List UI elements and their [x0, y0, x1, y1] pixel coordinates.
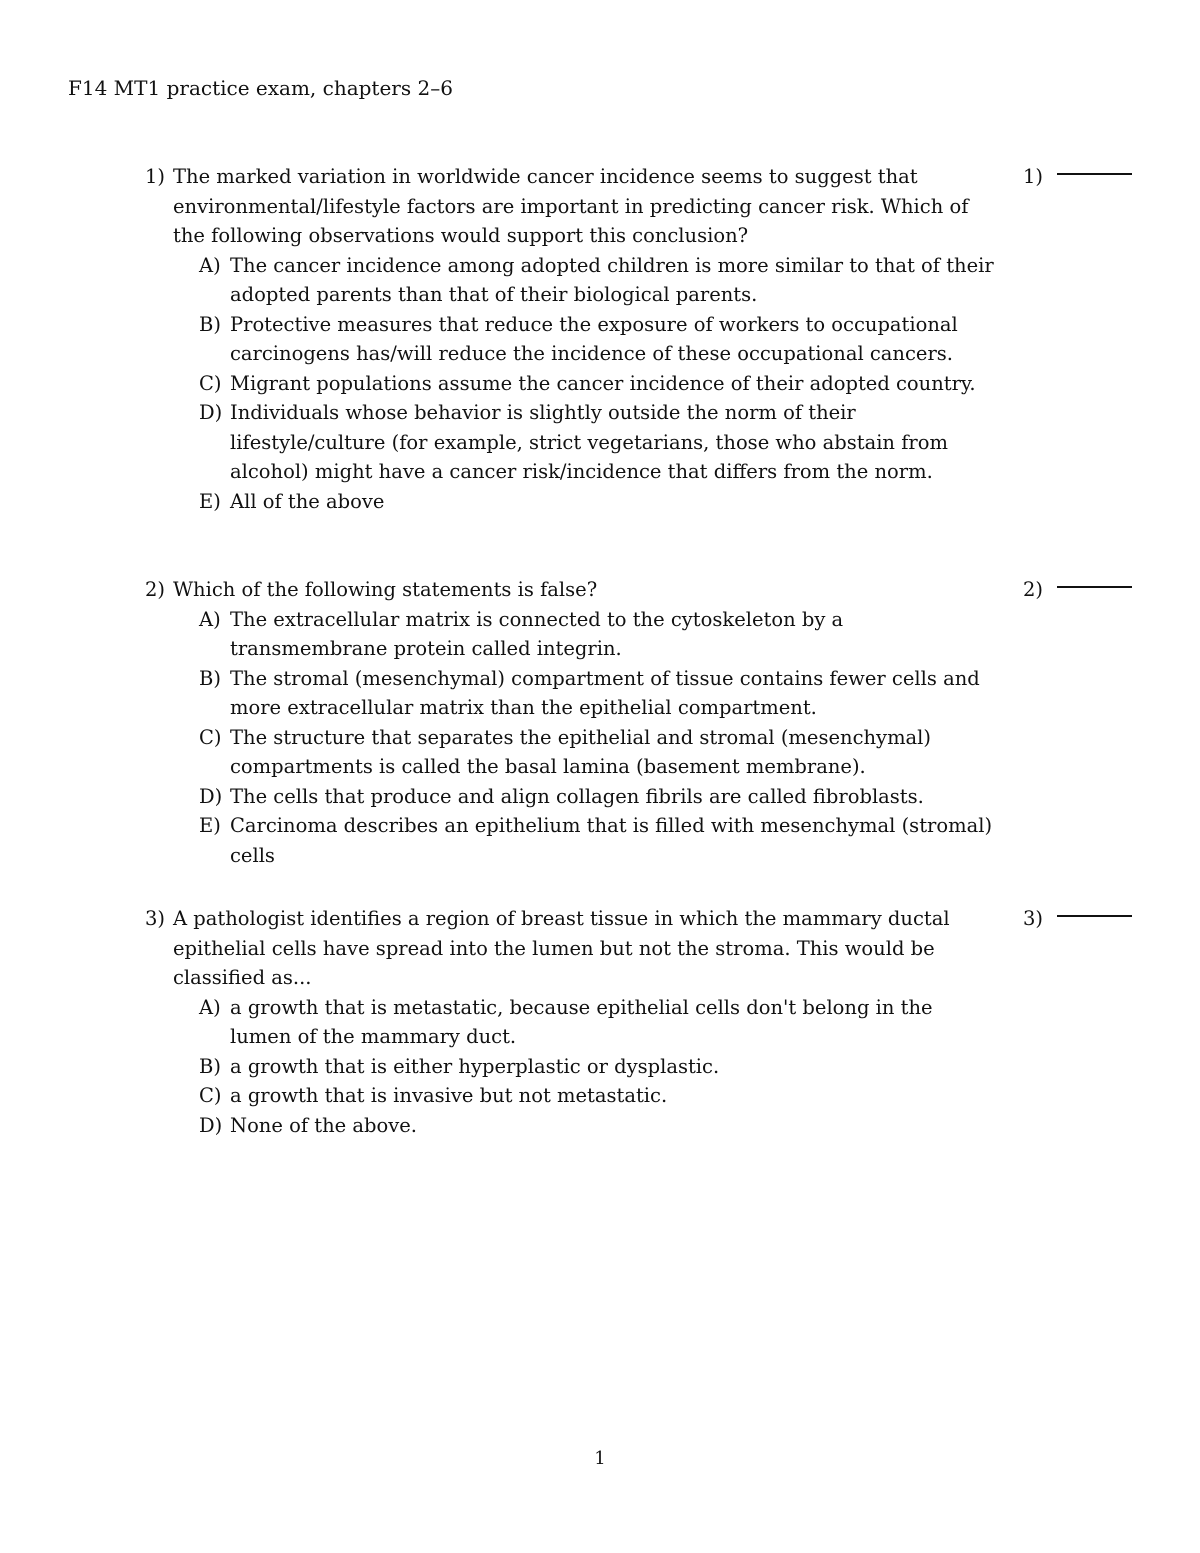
answer-blank-line[interactable] — [1057, 173, 1132, 175]
question-text: The marked variation in worldwide cancer incidence seems to suggest that environmental/lifestyle factors are important in predicting cancer risk. Which of the following observations would support this conclusion? — [173, 165, 969, 247]
question-stem — [145, 904, 993, 993]
question-3 — [145, 904, 1145, 1140]
option-letter: C) — [199, 1084, 222, 1107]
answer-blank[interactable] — [1023, 162, 1143, 192]
option-letter: A) — [199, 995, 221, 1019]
answer-blank-line[interactable] — [1057, 586, 1132, 588]
option-text: The stromal (mesenchymal) compartment of tissue contains fewer cells and more extracellular matrix than the epithelial compartment. — [230, 666, 980, 719]
question-stem — [145, 575, 993, 605]
answer-option — [145, 398, 1000, 487]
answer-blank-label: 3) — [1023, 907, 1044, 930]
question-1 — [145, 162, 1145, 516]
answer-option — [145, 993, 1000, 1052]
answer-blank-label: 1) — [1023, 165, 1044, 188]
page-title: F14 MT1 practice exam, chapters 2–6 — [68, 76, 453, 100]
answer-option — [145, 251, 1000, 310]
question-text: A pathologist identifies a region of breast tissue in which the mammary ductal epithelial cells have spread into the lumen but not the stroma. This would be classified as... — [173, 907, 950, 989]
answer-options — [145, 251, 1145, 517]
option-text: a growth that is either hyperplastic or dysplastic. — [230, 1054, 720, 1078]
option-text: Carcinoma describes an epithelium that is filled with mesenchymal (stromal) cells — [230, 814, 993, 867]
answer-option — [145, 1111, 1000, 1141]
option-letter: C) — [199, 371, 222, 395]
option-text: The structure that separates the epithelial and stromal (mesenchymal) compartments is called the basal lamina (basement membrane). — [230, 725, 932, 778]
option-text: a growth that is metastatic, because epithelial cells don't belong in the lumen of the mammary duct. — [230, 995, 933, 1048]
option-text: The cancer incidence among adopted children is more similar to that of their adopted parents than that of their biological parents. — [230, 253, 994, 306]
question-text: Which of the following statements is false? — [173, 578, 598, 601]
option-letter: C) — [199, 725, 222, 749]
option-text: Protective measures that reduce the exposure of workers to occupational carcinogens has/will reduce the incidence of these occupational cancers. — [230, 312, 958, 365]
question-number: 2) — [145, 578, 166, 601]
answer-option — [145, 369, 1000, 399]
answer-blank[interactable] — [1023, 904, 1143, 934]
answer-option — [145, 487, 1000, 517]
option-letter: B) — [199, 312, 221, 336]
option-text: a growth that is invasive but not metastatic. — [230, 1084, 668, 1107]
option-letter: D) — [199, 1113, 223, 1137]
option-text: Migrant populations assume the cancer incidence of their adopted country. — [230, 371, 976, 395]
option-text: All of the above — [230, 489, 385, 513]
option-text: The extracellular matrix is connected to the cytoskeleton by a transmembrane protein called integrin. — [230, 607, 844, 660]
option-letter: D) — [199, 401, 223, 424]
answer-option — [145, 1052, 1000, 1082]
answer-option — [145, 1081, 1000, 1111]
option-text: None of the above. — [230, 1113, 417, 1137]
question-2 — [145, 575, 1145, 870]
page-number: 1 — [594, 1448, 606, 1469]
option-letter: A) — [199, 253, 221, 277]
option-text: The cells that produce and align collagen fibrils are called fibroblasts. — [230, 784, 924, 808]
question-number: 3) — [145, 907, 166, 930]
option-letter: A) — [199, 607, 221, 631]
answer-option — [145, 664, 1000, 723]
answer-options — [145, 605, 1145, 871]
option-text: Individuals whose behavior is slightly outside the norm of their lifestyle/culture (for example, strict vegetarians, those who abstain from alcohol) might have a cancer risk/incidence that differs from the norm. — [230, 401, 948, 483]
question-stem — [145, 162, 993, 251]
option-letter: B) — [199, 666, 221, 690]
option-letter: D) — [199, 784, 223, 808]
option-letter: B) — [199, 1054, 221, 1078]
answer-option — [145, 723, 1000, 782]
answer-blank-line[interactable] — [1057, 915, 1132, 917]
answer-option — [145, 782, 1000, 812]
option-letter: E) — [199, 489, 221, 513]
answer-blank[interactable] — [1023, 575, 1143, 605]
answer-options — [145, 993, 1145, 1141]
question-number: 1) — [145, 165, 166, 188]
answer-blank-label: 2) — [1023, 578, 1044, 601]
option-letter: E) — [199, 814, 221, 837]
answer-option — [145, 605, 1000, 664]
answer-option — [145, 310, 1000, 369]
answer-option — [145, 811, 1000, 870]
